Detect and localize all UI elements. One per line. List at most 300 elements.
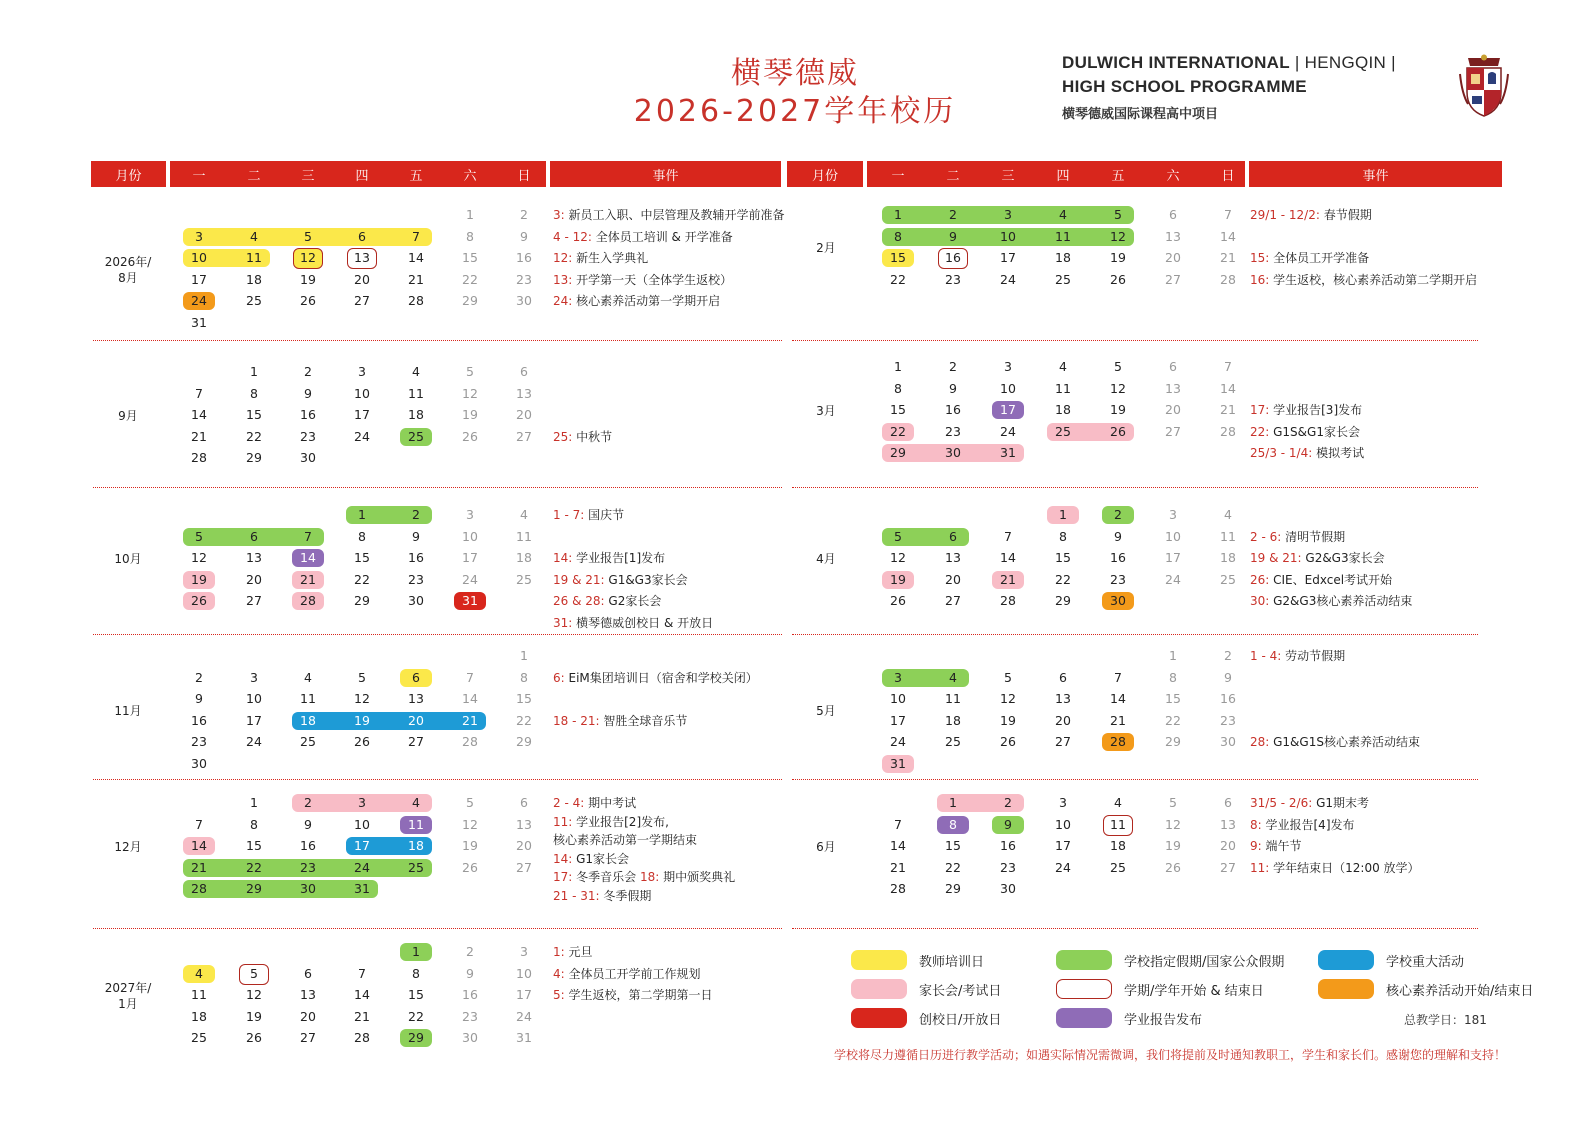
event-item: [553, 207, 785, 223]
day-cell: 23: [408, 571, 424, 587]
day-cell: 4: [412, 795, 420, 810]
event-date: 1 - 7:: [553, 508, 585, 522]
day-cell: 5: [466, 364, 474, 379]
month-label: 3月: [816, 404, 836, 418]
day-cell: 2: [466, 944, 474, 959]
month-label: 2027年/ 1月: [104, 981, 152, 1011]
school-name-main: DULWICH INTERNATIONAL: [1062, 53, 1290, 72]
event-text: 期中颁奖典礼: [659, 870, 736, 884]
day-cell: 14: [354, 987, 370, 1003]
day-cell: 19: [462, 838, 478, 854]
day-cell: 10: [1055, 816, 1071, 832]
event-item: [1250, 734, 1420, 750]
day-cell: 5: [1114, 207, 1122, 222]
month-label: 10月: [114, 552, 142, 566]
day-cell: 5: [1114, 359, 1122, 374]
day-cell: 26: [246, 1030, 262, 1046]
day-cell: 27: [354, 293, 370, 309]
day-cell: 14: [408, 250, 424, 266]
day-cell: 11: [246, 250, 262, 266]
day-cell: 25: [945, 734, 961, 750]
day-cell: 6: [412, 669, 420, 685]
day-cell: 15: [1055, 550, 1071, 566]
day-cell: 29: [354, 593, 370, 609]
day-cell: 6: [949, 528, 957, 544]
day-cell: 22: [408, 1008, 424, 1024]
row-separator: [792, 779, 1478, 780]
day-cell: 26: [890, 593, 906, 609]
day-cell: 29: [408, 1030, 424, 1046]
day-cell: 14: [1000, 550, 1016, 566]
day-cell: 19: [246, 1008, 262, 1024]
event-text: EiM集团培训日（宿舍和学校关闭）: [564, 670, 758, 685]
day-cell: 11: [945, 691, 961, 707]
day-cell: 21: [191, 859, 207, 875]
event-date: 13:: [553, 272, 573, 287]
day-cell: 2: [412, 507, 420, 522]
header-weekday: 六: [1166, 168, 1180, 184]
event-date: 2 - 6:: [1250, 529, 1282, 544]
dulwich-crest-icon: [1458, 54, 1510, 120]
day-cell: 28: [1110, 734, 1126, 750]
event-text: 学业报告[1]发布: [572, 551, 666, 566]
day-cell: 21: [1000, 571, 1016, 587]
day-cell: 1: [894, 207, 902, 222]
event-text: 新生入学典礼: [572, 251, 649, 265]
day-cell: 24: [354, 428, 370, 444]
day-cell: 26: [1165, 859, 1181, 875]
event-item: [553, 593, 661, 609]
day-cell: 15: [246, 407, 262, 423]
day-cell: 6: [250, 528, 258, 544]
legend-item-parent-exam: [851, 979, 1001, 999]
row-separator: [93, 340, 782, 341]
row-separator: [93, 928, 782, 929]
legend-swatch: [1056, 950, 1112, 970]
day-cell: 30: [191, 756, 207, 771]
event-text: 学生返校，第二学期第一日: [564, 988, 713, 1002]
day-cell: 15: [462, 250, 478, 266]
day-cell: 3: [466, 507, 474, 522]
day-cell: 8: [250, 816, 258, 832]
day-cell: 28: [191, 450, 207, 466]
day-cell: 17: [1165, 550, 1181, 566]
month-label: 5月: [816, 703, 836, 718]
row-separator: [792, 634, 1478, 635]
event-date: 2 - 4:: [553, 796, 585, 810]
event-text: 端午节: [1261, 839, 1302, 854]
event-date: 11:: [553, 814, 573, 829]
day-cell: 3: [1059, 795, 1067, 810]
day-cell: 12: [1110, 380, 1126, 396]
day-cell: 26: [300, 293, 316, 309]
day-cell: 15: [945, 838, 961, 854]
event-date: 18:: [639, 870, 660, 884]
event-item: [1250, 648, 1345, 664]
legend-swatch: [1056, 1008, 1112, 1028]
day-cell: 7: [1224, 359, 1232, 374]
day-cell: 31: [516, 1030, 532, 1046]
day-cell: 16: [1220, 691, 1236, 707]
event-date: 15:: [1250, 251, 1270, 266]
event-date: 14:: [553, 851, 573, 866]
day-cell: 6: [520, 364, 528, 379]
day-cell: 7: [466, 669, 474, 685]
day-cell: 24: [191, 293, 207, 309]
day-cell: 9: [949, 380, 957, 396]
day-cell: 30: [1220, 734, 1236, 750]
day-cell: 7: [1224, 207, 1232, 222]
legend-item-report: [1056, 1008, 1202, 1028]
day-cell: 4: [195, 965, 203, 981]
day-cell: 22: [354, 571, 370, 587]
day-cell: 19: [354, 712, 370, 728]
day-cell: 31: [1000, 445, 1016, 461]
month-label: 4月: [816, 552, 836, 566]
event-item: [1250, 838, 1302, 854]
day-cell: 14: [462, 691, 478, 707]
school-programme: HIGH SCHOOL PROGRAMME: [1062, 77, 1307, 96]
day-cell: 22: [516, 712, 532, 728]
day-cell: 15: [890, 402, 906, 418]
row-separator: [93, 634, 782, 635]
day-cell: 30: [300, 450, 316, 466]
day-cell: 18: [1055, 402, 1071, 418]
total-teaching-days: 总教学日：181: [1404, 1013, 1487, 1027]
event-date: 22:: [1250, 424, 1270, 439]
day-cell: 13: [408, 691, 424, 707]
day-cell: 21: [1110, 712, 1126, 728]
event-item: [553, 272, 732, 288]
day-cell: 19: [890, 571, 906, 587]
day-cell: 30: [462, 1030, 478, 1046]
day-cell: 21: [890, 859, 906, 875]
day-cell: 19: [1165, 838, 1181, 854]
day-cell: 24: [516, 1008, 532, 1024]
day-cell: 18: [191, 1008, 207, 1024]
day-cell: 18: [516, 550, 532, 566]
event-item: [553, 814, 669, 830]
event-text: G1家长会: [572, 851, 630, 866]
day-cell: 16: [408, 550, 424, 566]
event-text: 国庆节: [584, 508, 625, 522]
event-item: [1250, 795, 1369, 811]
day-cell: 15: [516, 691, 532, 707]
day-cell: 26: [1000, 734, 1016, 750]
event-date: 31:: [553, 615, 573, 630]
day-cell: 26: [462, 859, 478, 875]
day-cell: 23: [945, 271, 961, 287]
month-label: 11月: [114, 703, 142, 718]
day-cell: 12: [1110, 228, 1126, 244]
event-date: 5:: [553, 988, 565, 1002]
header-weekday: 三: [301, 168, 315, 184]
header-weekday: 六: [463, 168, 477, 184]
event-text: 全体员工培训 & 开学准备: [591, 229, 733, 244]
legend-label: 家长会/考试日: [919, 983, 1002, 999]
day-cell: 21: [1220, 402, 1236, 418]
day-cell: 19: [462, 407, 478, 423]
day-cell: 27: [945, 593, 961, 609]
day-cell: 22: [890, 423, 906, 439]
event-item: [553, 670, 758, 686]
day-cell: 17: [246, 712, 262, 728]
day-cell: 16: [1000, 838, 1016, 854]
day-cell: 3: [1169, 507, 1177, 522]
day-cell: 16: [516, 250, 532, 266]
day-cell: 1: [250, 795, 258, 810]
footer-notice: 学校将尽力遵循日历进行教学活动；如遇实际情况需微调，我们将提前及时通知教职工，学生和家长们。感谢您的理解和支持！: [833, 1048, 1506, 1062]
day-cell: 10: [516, 965, 532, 981]
day-cell: 11: [1055, 228, 1071, 244]
day-cell: 13: [1220, 816, 1236, 832]
day-cell: 9: [412, 528, 420, 544]
day-cell: 27: [1055, 734, 1071, 750]
event-date: 18 - 21:: [553, 713, 600, 728]
day-cell: 1: [520, 648, 528, 663]
day-cell: 27: [408, 734, 424, 750]
day-cell: 13: [516, 816, 532, 832]
day-cell: 12: [300, 250, 316, 266]
event-text: 中秋节: [572, 429, 613, 444]
day-cell: 15: [246, 838, 262, 854]
day-cell: 24: [462, 571, 478, 587]
day-cell: 17: [890, 712, 906, 728]
day-cell: 25: [1110, 859, 1126, 875]
month-label: 12月: [114, 840, 142, 854]
day-cell: 2: [949, 207, 957, 222]
event-date: 1 - 4:: [1250, 649, 1282, 663]
event-text: 智胜全球音乐节: [599, 713, 688, 728]
day-cell: 1: [949, 795, 957, 810]
day-cell: 19: [191, 571, 207, 587]
day-cell: 26: [1110, 423, 1126, 439]
event-item: [553, 229, 733, 245]
day-cell: 7: [358, 965, 366, 981]
day-cell: 23: [1000, 859, 1016, 875]
day-cell: 6: [520, 795, 528, 810]
event-text: 冬季音乐会: [572, 870, 640, 884]
header-events-left: 事件: [550, 161, 781, 187]
day-cell: 23: [300, 428, 316, 444]
day-cell: 20: [300, 1008, 316, 1024]
day-cell: 22: [945, 859, 961, 875]
day-cell: 14: [1220, 228, 1236, 244]
header-weekday: 四: [1056, 168, 1070, 184]
day-cell: 22: [1055, 571, 1071, 587]
day-cell: 2: [195, 669, 203, 685]
event-text: 学年结束日（12:00 放学）: [1269, 860, 1420, 875]
header-weekdays-right: [867, 161, 1245, 187]
day-cell: 3: [1004, 359, 1012, 374]
day-cell: 2: [1004, 795, 1012, 810]
day-cell: 18: [1220, 550, 1236, 566]
day-cell: 29: [246, 881, 262, 897]
event-date: 4:: [553, 966, 565, 981]
day-cell: 24: [1000, 271, 1016, 287]
day-cell: 8: [520, 669, 528, 685]
day-cell: 21: [191, 428, 207, 444]
day-cell: 2: [304, 364, 312, 379]
day-cell: 22: [246, 428, 262, 444]
event-item: [1250, 272, 1477, 288]
day-cell: 4: [412, 364, 420, 379]
header-weekday: 四: [355, 168, 369, 184]
day-cell: 13: [1055, 691, 1071, 707]
day-cell: 10: [1000, 380, 1016, 396]
day-cell: 1: [412, 944, 420, 959]
day-cell: 28: [1220, 423, 1236, 439]
event-date: 6:: [553, 670, 565, 685]
day-cell: 7: [195, 816, 203, 832]
day-cell: 25: [246, 293, 262, 309]
day-cell: 26: [462, 428, 478, 444]
day-cell: 25: [1220, 571, 1236, 587]
event-text: G1期末考: [1312, 796, 1370, 810]
event-date: 21 - 31:: [553, 888, 600, 903]
title-school-cn: 横琴德威: [731, 56, 859, 91]
header-weekday: 日: [1221, 168, 1235, 184]
day-cell: 15: [1165, 691, 1181, 707]
day-cell: 13: [945, 550, 961, 566]
legend-item-core-activity: [1318, 979, 1533, 999]
day-cell: 31: [354, 881, 370, 897]
day-cell: 2: [1114, 507, 1122, 522]
day-cell: 23: [1110, 571, 1126, 587]
day-cell: 3: [195, 228, 203, 244]
event-text: 全体员工开学前工作规划: [564, 966, 701, 981]
event-date: 25/3 - 1/4:: [1250, 446, 1313, 461]
school-name-block: [1062, 53, 1396, 122]
legend-swatch: [851, 979, 907, 999]
school-programme-cn: 横琴德威国际课程高中项目: [1062, 107, 1219, 122]
event-item: [553, 869, 735, 885]
day-cell: 19: [1110, 402, 1126, 418]
event-date: 19 & 21:: [553, 572, 605, 587]
day-cell: 17: [1000, 402, 1016, 418]
day-cell: 20: [1055, 712, 1071, 728]
day-cell: 9: [1004, 816, 1012, 832]
event-item: [1250, 424, 1360, 440]
event-date: 14:: [553, 551, 573, 566]
legend-item-founders-day: [851, 1008, 1001, 1028]
day-cell: 14: [300, 550, 316, 566]
day-cell: 17: [516, 987, 532, 1003]
day-cell: 27: [1165, 423, 1181, 439]
day-cell: 23: [945, 423, 961, 439]
row-separator: [792, 487, 1478, 488]
event-item: [553, 851, 629, 867]
day-cell: 30: [1000, 881, 1016, 897]
event-text: 横琴德威创校日 & 开放日: [572, 615, 714, 630]
day-cell: 18: [246, 271, 262, 287]
day-cell: 11: [1220, 528, 1236, 544]
day-cell: 13: [516, 385, 532, 401]
day-cell: 27: [516, 428, 532, 444]
event-item: [1250, 817, 1355, 833]
day-cell: 9: [520, 228, 528, 244]
day-cell: 8: [250, 385, 258, 401]
event-text: 开学第一天（全体学生返校）: [572, 272, 733, 287]
day-cell: 7: [304, 528, 312, 544]
legend-swatch: [851, 1008, 907, 1028]
day-cell: 27: [246, 593, 262, 609]
day-cell: 4: [1224, 507, 1232, 522]
day-cell: 11: [516, 528, 532, 544]
day-cell: 22: [246, 859, 262, 875]
day-cell: 14: [191, 407, 207, 423]
legend-item-holiday: [1056, 950, 1284, 970]
day-cell: 13: [1165, 228, 1181, 244]
day-cell: 21: [300, 571, 316, 587]
day-cell: 14: [191, 838, 207, 854]
event-text: 学业报告[3]发布: [1269, 403, 1363, 418]
day-cell: 10: [354, 385, 370, 401]
day-cell: 3: [1004, 207, 1012, 222]
header-weekday: 二: [247, 168, 261, 184]
day-cell: 25: [408, 859, 424, 875]
day-cell: 17: [191, 271, 207, 287]
header-weekday: 五: [1111, 168, 1125, 184]
day-cell: 4: [1059, 359, 1067, 374]
header-weekday: 三: [1001, 168, 1015, 184]
day-cell: 18: [1055, 250, 1071, 266]
day-cell: 22: [462, 271, 478, 287]
day-cell: 9: [1224, 669, 1232, 685]
day-cell: 10: [191, 250, 207, 266]
day-cell: 21: [354, 1008, 370, 1024]
legend-label: 学校指定假期/国家公众假期: [1124, 954, 1285, 970]
day-cell: 11: [1055, 380, 1071, 396]
day-cell: 2: [1224, 648, 1232, 663]
event-text: G2&G3核心素养活动结束: [1269, 594, 1413, 609]
event-item: [1250, 402, 1362, 418]
day-cell: 20: [354, 271, 370, 287]
day-cell: 3: [250, 669, 258, 685]
row-separator: [792, 340, 1478, 341]
day-cell: 24: [890, 734, 906, 750]
day-cell: 8: [894, 380, 902, 396]
day-cell: 1: [250, 364, 258, 379]
event-item: [1250, 250, 1369, 266]
day-cell: 6: [1224, 795, 1232, 810]
day-cell: 13: [354, 250, 370, 266]
day-cell: 8: [949, 816, 957, 832]
row-separator: [792, 928, 1478, 929]
day-cell: 7: [412, 228, 420, 244]
day-cell: 9: [466, 965, 474, 981]
school-name-line1: [1062, 53, 1396, 77]
event-date: 17:: [553, 870, 573, 884]
header-weekday: 日: [517, 168, 531, 184]
day-cell: 5: [250, 965, 258, 981]
event-text: 学业报告[4]发布: [1261, 817, 1355, 832]
day-cell: 20: [246, 571, 262, 587]
day-cell: 7: [894, 816, 902, 832]
event-date: 24:: [553, 294, 573, 308]
day-cell: 11: [408, 816, 424, 832]
day-cell: 12: [1165, 816, 1181, 832]
event-text: 学生返校，核心素养活动第二学期开启: [1269, 272, 1478, 287]
day-cell: 5: [1004, 669, 1012, 685]
event-item: [1250, 529, 1345, 545]
event-text: G1&G3家长会: [604, 572, 688, 587]
day-cell: 20: [516, 838, 532, 854]
day-cell: 17: [462, 550, 478, 566]
day-cell: 29: [890, 445, 906, 461]
event-item: [1250, 593, 1412, 609]
event-text: 核心素养活动第一学期开启: [572, 294, 721, 308]
